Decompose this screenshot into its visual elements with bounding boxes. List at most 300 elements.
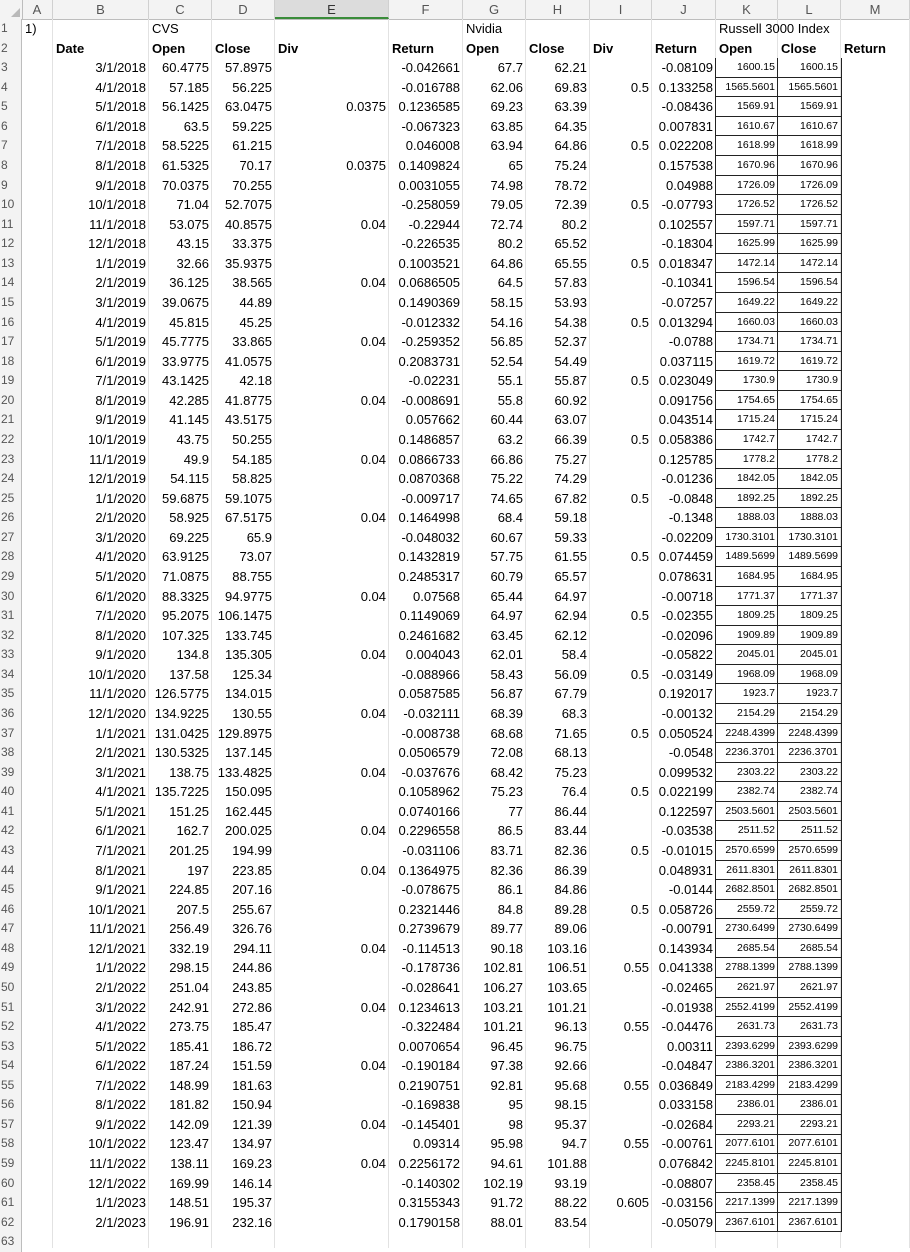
data-cell[interactable]: 43.15 — [176, 236, 209, 252]
data-cell[interactable]: 2621.97 — [716, 978, 778, 998]
data-cell[interactable] — [275, 469, 389, 489]
data-cell[interactable]: 40.8575 — [225, 216, 272, 232]
row-header[interactable]: 5 — [0, 97, 22, 117]
data-cell[interactable]: 44.89 — [239, 294, 272, 310]
row-header[interactable]: 21 — [0, 410, 22, 430]
data-cell[interactable]: 56.09 — [554, 666, 587, 682]
data-cell[interactable]: -0.02355 — [661, 608, 713, 624]
data-cell[interactable]: 66.86 — [490, 451, 523, 467]
data-cell[interactable] — [590, 763, 652, 783]
data-cell[interactable]: 134.015 — [225, 686, 272, 702]
data-cell[interactable] — [275, 410, 389, 430]
data-cell[interactable]: 7/1/2021 — [95, 842, 146, 858]
data-cell[interactable]: 1489.5699 — [778, 547, 841, 567]
data-cell[interactable]: 9/1/2019 — [95, 412, 146, 428]
data-cell[interactable]: 43.5175 — [225, 412, 272, 428]
data-cell[interactable]: 60.92 — [554, 392, 587, 408]
data-cell[interactable]: 96.13 — [554, 1019, 587, 1035]
data-cell[interactable]: 52.37 — [554, 334, 587, 350]
row-header[interactable]: 27 — [0, 528, 22, 548]
data-cell[interactable]: 0.0375 — [346, 157, 386, 173]
data-cell[interactable]: -0.02465 — [661, 979, 713, 995]
data-cell[interactable]: -0.0144 — [668, 882, 713, 898]
data-cell[interactable] — [590, 802, 652, 822]
data-cell[interactable]: 94.9775 — [225, 588, 272, 604]
data-cell[interactable]: 2217.1399 — [716, 1193, 778, 1213]
row-header[interactable]: 24 — [0, 469, 22, 489]
data-cell[interactable]: 244.86 — [232, 960, 272, 976]
data-cell[interactable]: 126.5775 — [154, 686, 209, 702]
data-cell[interactable]: 70.0375 — [162, 177, 209, 193]
row-header[interactable]: 47 — [0, 919, 22, 939]
data-cell[interactable]: 68.68 — [490, 725, 523, 741]
data-cell[interactable]: 69.83 — [554, 79, 587, 95]
data-cell[interactable]: 72.39 — [554, 197, 587, 213]
data-cell[interactable]: 1734.71 — [716, 332, 778, 352]
data-cell[interactable]: 61.55 — [554, 549, 587, 565]
data-cell[interactable]: 98.15 — [554, 1097, 587, 1113]
data-cell[interactable]: 0.5 — [630, 314, 649, 330]
data-cell[interactable]: 1684.95 — [778, 567, 841, 587]
data-cell[interactable]: -0.03538 — [661, 823, 713, 839]
data-cell[interactable]: 36.125 — [169, 275, 209, 291]
cell-a1[interactable]: 1) — [25, 21, 37, 36]
data-cell[interactable]: 86.5 — [497, 823, 523, 839]
data-cell[interactable]: 50.255 — [232, 431, 272, 447]
data-cell[interactable]: 103.65 — [547, 979, 587, 995]
data-cell[interactable]: 0.5 — [630, 901, 649, 917]
data-cell[interactable]: 2/1/2023 — [95, 1214, 146, 1230]
data-cell[interactable] — [590, 919, 652, 939]
data-cell[interactable]: 2631.73 — [716, 1017, 778, 1037]
data-cell[interactable] — [590, 156, 652, 176]
data-cell[interactable] — [275, 841, 389, 861]
row-header[interactable]: 29 — [0, 567, 22, 587]
data-cell[interactable]: 2303.22 — [778, 763, 841, 783]
data-cell[interactable]: 0.04 — [360, 275, 386, 291]
data-cell[interactable]: 74.98 — [490, 177, 523, 193]
data-cell[interactable]: 148.51 — [169, 1195, 209, 1211]
data-cell[interactable]: 11/1/2022 — [89, 1156, 146, 1172]
data-cell[interactable]: 0.1486857 — [398, 431, 460, 447]
data-cell[interactable]: 2358.45 — [716, 1174, 778, 1194]
data-cell[interactable]: 63.94 — [490, 138, 523, 154]
data-cell[interactable]: 2/1/2021 — [95, 745, 146, 761]
data-cell[interactable]: 0.04 — [360, 999, 386, 1015]
data-cell[interactable]: 41.8775 — [225, 392, 272, 408]
data-cell[interactable]: 59.18 — [554, 510, 587, 526]
data-cell[interactable]: 135.7225 — [154, 784, 209, 800]
data-cell[interactable] — [275, 743, 389, 763]
data-cell[interactable]: 83.71 — [490, 842, 523, 858]
data-cell[interactable]: 123.47 — [169, 1136, 209, 1152]
row-header[interactable]: 17 — [0, 332, 22, 352]
row-header[interactable]: 38 — [0, 743, 22, 763]
data-cell[interactable]: 41.0575 — [225, 353, 272, 369]
data-cell[interactable]: 1597.71 — [716, 215, 778, 235]
row-header[interactable]: 31 — [0, 606, 22, 626]
data-cell[interactable] — [590, 176, 652, 196]
data-cell[interactable]: 11/1/2020 — [89, 686, 146, 702]
row-header[interactable]: 7 — [0, 136, 22, 156]
data-cell[interactable] — [275, 293, 389, 313]
row-header[interactable]: 39 — [0, 763, 22, 783]
data-cell[interactable]: 1809.25 — [716, 606, 778, 626]
data-cell[interactable]: 83.44 — [554, 823, 587, 839]
data-cell[interactable]: 138.11 — [170, 1156, 209, 1172]
data-cell[interactable]: -0.067323 — [401, 118, 460, 134]
data-cell[interactable] — [590, 293, 652, 313]
data-cell[interactable] — [275, 802, 389, 822]
data-cell[interactable]: 0.5 — [630, 784, 649, 800]
data-cell[interactable]: 2293.21 — [778, 1115, 841, 1135]
data-cell[interactable]: 121.39 — [232, 1116, 272, 1132]
data-cell[interactable]: 131.0425 — [154, 725, 209, 741]
data-cell[interactable]: 1730.3101 — [778, 528, 841, 548]
data-cell[interactable]: 0.022199 — [658, 784, 713, 800]
data-cell[interactable]: 8/1/2019 — [95, 392, 146, 408]
data-cell[interactable]: 64.35 — [554, 118, 587, 134]
data-cell[interactable]: 65.57 — [554, 568, 587, 584]
data-cell[interactable]: 59.33 — [554, 529, 587, 545]
row-header[interactable]: 6 — [0, 117, 22, 137]
data-cell[interactable]: 43.1425 — [162, 373, 209, 389]
data-cell[interactable]: -0.00791 — [661, 921, 713, 937]
data-cell[interactable]: 54.185 — [232, 451, 272, 467]
data-cell[interactable]: 8/1/2021 — [95, 862, 146, 878]
data-cell[interactable]: 130.55 — [232, 705, 272, 721]
data-cell[interactable]: 0.133258 — [658, 79, 713, 95]
data-cell[interactable]: 0.04 — [360, 862, 386, 878]
data-cell[interactable]: 65.9 — [246, 529, 272, 545]
data-cell[interactable]: 58.4 — [561, 647, 587, 663]
data-cell[interactable]: 2511.52 — [716, 821, 778, 841]
data-cell[interactable]: 62.94 — [554, 608, 587, 624]
data-cell[interactable]: 2386.3201 — [716, 1056, 778, 1076]
data-cell[interactable]: 0.2321446 — [398, 901, 460, 917]
data-cell[interactable]: 2621.97 — [778, 978, 841, 998]
data-cell[interactable]: 0.5 — [630, 431, 649, 447]
data-cell[interactable] — [275, 313, 389, 333]
data-cell[interactable] — [275, 528, 389, 548]
data-cell[interactable]: 2154.29 — [778, 704, 841, 724]
data-cell[interactable]: 93.19 — [554, 1175, 587, 1191]
data-cell[interactable]: 78.72 — [554, 177, 587, 193]
data-cell[interactable]: 9/1/2021 — [95, 882, 146, 898]
row-header[interactable]: 52 — [0, 1017, 22, 1037]
data-cell[interactable] — [590, 450, 652, 470]
column-header-h[interactable]: H — [526, 0, 590, 19]
data-cell[interactable]: 2077.6101 — [716, 1134, 778, 1154]
data-cell[interactable]: 67.5175 — [225, 510, 272, 526]
data-cell[interactable]: -0.226535 — [401, 236, 460, 252]
row-header[interactable]: 2 — [0, 39, 22, 59]
data-cell[interactable] — [275, 117, 389, 137]
data-cell[interactable] — [590, 469, 652, 489]
data-cell[interactable]: 4/1/2021 — [95, 784, 146, 800]
data-cell[interactable]: 107.325 — [162, 627, 209, 643]
data-cell[interactable] — [275, 352, 389, 372]
data-cell[interactable]: 2245.8101 — [716, 1154, 778, 1174]
data-cell[interactable]: 64.97 — [554, 588, 587, 604]
data-cell[interactable] — [590, 567, 652, 587]
data-cell[interactable]: 72.08 — [490, 745, 523, 761]
data-cell[interactable]: 64.97 — [490, 608, 523, 624]
data-cell[interactable]: 181.63 — [232, 1077, 272, 1093]
data-cell[interactable]: 200.025 — [225, 823, 272, 839]
data-cell[interactable]: 33.9775 — [162, 353, 209, 369]
data-cell[interactable]: 4/1/2022 — [95, 1019, 146, 1035]
data-cell[interactable]: 134.97 — [232, 1136, 272, 1152]
data-cell[interactable]: 71.04 — [176, 197, 209, 213]
row-header[interactable]: 58 — [0, 1134, 22, 1154]
data-cell[interactable] — [590, 97, 652, 117]
row-header[interactable]: 57 — [0, 1115, 22, 1135]
data-cell[interactable]: 2077.6101 — [778, 1134, 841, 1154]
data-cell[interactable]: 2631.73 — [778, 1017, 841, 1037]
data-cell[interactable]: 207.16 — [232, 882, 272, 898]
data-cell[interactable]: 53.075 — [169, 216, 209, 232]
data-cell[interactable]: 1619.72 — [716, 352, 778, 372]
data-cell[interactable]: 68.4 — [497, 510, 523, 526]
col-label-k[interactable]: Open — [719, 40, 753, 56]
data-cell[interactable]: 2045.01 — [716, 645, 778, 665]
data-cell[interactable]: -0.10341 — [661, 275, 713, 291]
data-cell[interactable]: 75.23 — [554, 764, 587, 780]
data-cell[interactable]: 0.058726 — [658, 901, 713, 917]
data-cell[interactable]: 0.04 — [360, 334, 386, 350]
data-cell[interactable]: 2/1/2022 — [95, 979, 146, 995]
data-cell[interactable]: 2503.5601 — [716, 802, 778, 822]
data-cell[interactable]: 0.04 — [360, 705, 386, 721]
data-cell[interactable] — [275, 724, 389, 744]
data-cell[interactable]: 1726.52 — [716, 195, 778, 215]
column-header-i[interactable]: I — [590, 0, 652, 19]
data-cell[interactable] — [590, 332, 652, 352]
data-cell[interactable]: 1771.37 — [716, 587, 778, 607]
data-cell[interactable]: 61.215 — [232, 138, 272, 154]
data-cell[interactable]: -0.02231 — [408, 373, 460, 389]
data-cell[interactable]: 0.050524 — [658, 725, 713, 741]
data-cell[interactable]: 0.04 — [360, 588, 386, 604]
data-cell[interactable] — [590, 880, 652, 900]
data-cell[interactable]: 1888.03 — [778, 508, 841, 528]
data-cell[interactable]: -0.02209 — [661, 529, 713, 545]
data-cell[interactable]: 2248.4399 — [778, 724, 841, 744]
data-cell[interactable] — [590, 998, 652, 1018]
data-cell[interactable]: 1742.7 — [716, 430, 778, 450]
data-cell[interactable]: 70.17 — [239, 157, 272, 173]
data-cell[interactable]: 32.66 — [176, 255, 209, 271]
row-header[interactable]: 22 — [0, 430, 22, 450]
data-cell[interactable]: 92.66 — [554, 1058, 587, 1074]
data-cell[interactable]: 88.755 — [232, 568, 272, 584]
data-cell[interactable]: 0.2190751 — [398, 1077, 460, 1093]
data-cell[interactable] — [275, 1134, 389, 1154]
data-cell[interactable]: 101.88 — [547, 1156, 587, 1172]
data-cell[interactable]: 196.91 — [169, 1214, 209, 1230]
data-cell[interactable]: 33.375 — [232, 236, 272, 252]
data-cell[interactable]: 1892.25 — [716, 489, 778, 509]
data-cell[interactable] — [275, 567, 389, 587]
data-cell[interactable]: 57.75 — [490, 549, 523, 565]
column-header-a[interactable]: A — [22, 0, 53, 19]
data-cell[interactable]: 0.04 — [360, 1116, 386, 1132]
data-cell[interactable]: 2183.4299 — [778, 1076, 841, 1096]
row-header[interactable]: 13 — [0, 254, 22, 274]
data-cell[interactable]: 7/1/2018 — [95, 138, 146, 154]
data-cell[interactable]: 80.2 — [497, 236, 523, 252]
data-cell[interactable]: 0.09314 — [413, 1136, 460, 1152]
col-label-g[interactable]: Open — [466, 40, 500, 56]
data-cell[interactable]: 90.18 — [490, 940, 523, 956]
data-cell[interactable]: 0.04 — [360, 510, 386, 526]
data-cell[interactable]: -0.07257 — [661, 294, 713, 310]
data-cell[interactable] — [590, 391, 652, 411]
data-cell[interactable]: 2183.4299 — [716, 1076, 778, 1096]
data-cell[interactable] — [590, 587, 652, 607]
data-cell[interactable] — [590, 1174, 652, 1194]
data-cell[interactable]: 95.37 — [554, 1116, 587, 1132]
data-cell[interactable]: 0.04 — [360, 451, 386, 467]
data-cell[interactable]: 251.04 — [169, 979, 209, 995]
data-cell[interactable]: 1/1/2021 — [95, 725, 146, 741]
row-header[interactable]: 23 — [0, 450, 22, 470]
data-cell[interactable] — [590, 684, 652, 704]
data-cell[interactable] — [275, 684, 389, 704]
data-cell[interactable] — [275, 665, 389, 685]
data-cell[interactable]: 2559.72 — [716, 900, 778, 920]
data-cell[interactable]: 1730.9 — [716, 371, 778, 391]
data-cell[interactable]: 102.81 — [483, 960, 523, 976]
data-cell[interactable]: 1569.91 — [778, 97, 841, 117]
data-cell[interactable]: 103.21 — [483, 999, 523, 1015]
row-header[interactable]: 10 — [0, 195, 22, 215]
data-cell[interactable]: 39.0675 — [162, 294, 209, 310]
data-cell[interactable]: 0.04 — [360, 1058, 386, 1074]
row-header[interactable]: 11 — [0, 215, 22, 235]
data-cell[interactable]: 169.23 — [232, 1156, 272, 1172]
data-cell[interactable] — [590, 626, 652, 646]
data-cell[interactable]: 2/1/2020 — [95, 510, 146, 526]
data-cell[interactable]: 2511.52 — [778, 821, 841, 841]
data-cell[interactable]: 2386.3201 — [778, 1056, 841, 1076]
data-cell[interactable]: 1730.9 — [778, 371, 841, 391]
data-cell[interactable]: -0.016788 — [401, 79, 460, 95]
data-cell[interactable]: 0.1464998 — [398, 510, 460, 526]
data-cell[interactable]: 0.041338 — [658, 960, 713, 976]
data-cell[interactable]: 72.74 — [490, 216, 523, 232]
data-cell[interactable]: 54.49 — [554, 353, 587, 369]
data-cell[interactable]: -0.012332 — [401, 314, 460, 330]
data-cell[interactable]: 2367.6101 — [778, 1213, 841, 1233]
data-cell[interactable]: 62.01 — [490, 647, 523, 663]
data-cell[interactable]: 2303.22 — [716, 763, 778, 783]
row-header[interactable]: 51 — [0, 998, 22, 1018]
data-cell[interactable]: 62.06 — [490, 79, 523, 95]
data-cell[interactable]: 0.1490369 — [398, 294, 460, 310]
data-cell[interactable]: 5/1/2018 — [95, 99, 146, 115]
data-cell[interactable]: 57.185 — [169, 79, 209, 95]
data-cell[interactable]: 0.157538 — [658, 157, 713, 173]
data-cell[interactable]: 0.2256172 — [398, 1156, 460, 1172]
row-header[interactable]: 37 — [0, 724, 22, 744]
data-cell[interactable]: 2386.01 — [716, 1095, 778, 1115]
data-cell[interactable]: 1618.99 — [716, 136, 778, 156]
data-cell[interactable]: 1565.5601 — [778, 78, 841, 98]
data-cell[interactable]: 1842.05 — [778, 469, 841, 489]
data-cell[interactable] — [275, 1174, 389, 1194]
data-cell[interactable]: 0.0375 — [346, 99, 386, 115]
data-cell[interactable]: 0.192017 — [658, 686, 713, 702]
data-cell[interactable]: 0.0031055 — [398, 177, 460, 193]
row-header[interactable]: 30 — [0, 587, 22, 607]
data-cell[interactable]: 3/1/2018 — [95, 60, 146, 76]
data-cell[interactable]: 1660.03 — [778, 313, 841, 333]
data-cell[interactable]: 1726.09 — [716, 176, 778, 196]
data-cell[interactable] — [590, 58, 652, 78]
data-cell[interactable] — [275, 78, 389, 98]
data-cell[interactable]: 1600.15 — [716, 58, 778, 78]
data-cell[interactable]: 2685.54 — [716, 939, 778, 959]
row-header[interactable]: 53 — [0, 1037, 22, 1057]
data-cell[interactable]: 0.5 — [630, 842, 649, 858]
data-cell[interactable]: 1610.67 — [716, 117, 778, 137]
data-cell[interactable]: 0.04 — [360, 216, 386, 232]
data-cell[interactable] — [590, 1037, 652, 1057]
data-cell[interactable]: 70.255 — [232, 177, 272, 193]
data-cell[interactable]: 6/1/2020 — [95, 588, 146, 604]
data-cell[interactable]: 95 — [508, 1097, 523, 1113]
data-cell[interactable]: 89.06 — [554, 921, 587, 937]
data-cell[interactable]: 86.39 — [554, 862, 587, 878]
data-cell[interactable]: 7/1/2019 — [95, 373, 146, 389]
data-cell[interactable]: 0.5 — [630, 490, 649, 506]
data-cell[interactable]: 0.55 — [623, 960, 649, 976]
data-cell[interactable]: 12/1/2022 — [88, 1175, 146, 1191]
col-label-h[interactable]: Close — [529, 40, 565, 56]
data-cell[interactable]: 2248.4399 — [716, 724, 778, 744]
data-cell[interactable]: 101.21 — [547, 999, 587, 1015]
data-cell[interactable]: 2788.1399 — [716, 958, 778, 978]
data-cell[interactable]: 0.5 — [630, 255, 649, 271]
data-cell[interactable]: 63.9125 — [162, 549, 209, 565]
data-cell[interactable]: 197 — [187, 862, 209, 878]
data-cell[interactable]: 63.0475 — [225, 99, 272, 115]
data-cell[interactable]: 1684.95 — [716, 567, 778, 587]
data-cell[interactable]: 0.0070654 — [398, 1038, 460, 1054]
data-cell[interactable]: 52.54 — [490, 353, 523, 369]
col-label-l[interactable]: Close — [781, 40, 817, 56]
data-cell[interactable]: 272.86 — [232, 999, 272, 1015]
data-cell[interactable]: 243.85 — [232, 979, 272, 995]
data-cell[interactable]: 0.5 — [630, 79, 649, 95]
data-cell[interactable]: 0.2296558 — [398, 823, 460, 839]
data-cell[interactable]: 11/1/2019 — [89, 451, 146, 467]
data-cell[interactable]: 0.078631 — [658, 568, 713, 584]
data-cell[interactable] — [590, 1213, 652, 1233]
data-cell[interactable] — [275, 176, 389, 196]
data-cell[interactable]: 223.85 — [232, 862, 272, 878]
data-cell[interactable]: 1715.24 — [778, 410, 841, 430]
row-header[interactable]: 3 — [0, 58, 22, 78]
data-cell[interactable]: 73.07 — [239, 549, 272, 565]
data-cell[interactable]: 91.72 — [490, 1195, 523, 1211]
data-cell[interactable]: 125.34 — [232, 666, 272, 682]
data-cell[interactable]: 0.043514 — [658, 412, 713, 428]
data-cell[interactable] — [275, 626, 389, 646]
data-cell[interactable]: 89.77 — [490, 921, 523, 937]
